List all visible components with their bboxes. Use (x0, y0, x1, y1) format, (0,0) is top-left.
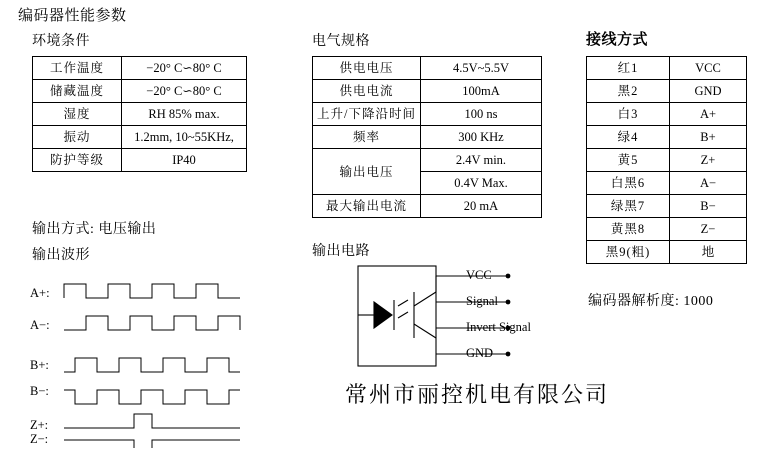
wire-value-2: A+ (670, 103, 747, 126)
waveform-label-a-plus: A+: (30, 286, 50, 300)
resolution-note: 编码器解析度: 1000 (588, 294, 714, 309)
wire-label-0: 红1 (587, 57, 670, 80)
table-row (587, 103, 747, 126)
wire-value-1: GND (670, 80, 747, 103)
wire-label-1: 黑2 (587, 80, 670, 103)
env-value-2: RH 85% max. (122, 103, 247, 126)
table-row (33, 126, 247, 149)
circuit-pin-invert-signal: Invert Signal (466, 320, 531, 334)
elec-value-5: 0.4V Max. (420, 172, 541, 195)
env-value-3: 1.2mm, 10~55KHz, (122, 126, 247, 149)
wire-label-6: 绿黑7 (587, 195, 670, 218)
table-row (587, 57, 747, 80)
environment-heading: 环境条件 (32, 34, 90, 49)
waveform-label-z-plus: Z+: (30, 418, 49, 432)
table-row (587, 80, 747, 103)
wire-value-7: Z− (670, 218, 747, 241)
wire-label-7: 黄黑8 (587, 218, 670, 241)
table-row (587, 241, 747, 264)
wire-value-3: B+ (670, 126, 747, 149)
table-row (313, 195, 542, 218)
waveform-svg (28, 268, 288, 448)
electrical-heading: 电气规格 (312, 34, 370, 49)
table-row (313, 80, 542, 103)
output-mode-text: 输出方式: 电压输出 (32, 222, 157, 237)
wire-value-8: 地 (670, 241, 747, 264)
wiring-heading: 接线方式 (586, 32, 649, 48)
table-row (33, 57, 247, 80)
table-row (587, 195, 747, 218)
env-label-4: 防护等级 (33, 149, 122, 172)
wire-label-3: 绿4 (587, 126, 670, 149)
environment-table (32, 56, 247, 172)
waveform-label-a-minus: A−: (30, 318, 50, 332)
table-row (587, 218, 747, 241)
elec-label-4: 输出电压 (313, 149, 421, 195)
elec-value-3: 300 KHz (420, 126, 541, 149)
waveform-label-b-plus: B+: (30, 358, 49, 372)
table-row (587, 172, 747, 195)
elec-value-0: 4.5V~5.5V (420, 57, 541, 80)
company-name: 常州市丽控机电有限公司 (345, 382, 610, 407)
circuit-diagram (340, 262, 560, 372)
table-row (33, 80, 247, 103)
wire-value-4: Z+ (670, 149, 747, 172)
elec-value-4: 2.4V min. (420, 149, 541, 172)
table-row (33, 149, 247, 172)
elec-value-1: 100mA (420, 80, 541, 103)
env-label-1: 储藏温度 (33, 80, 122, 103)
table-row (313, 126, 542, 149)
elec-value-2: 100 ns (420, 103, 541, 126)
elec-label-2: 上升/下降沿时间 (313, 103, 421, 126)
elec-label-0: 供电电压 (313, 57, 421, 80)
elec-label-1: 供电电流 (313, 80, 421, 103)
table-row (313, 149, 542, 172)
env-value-0: −20° C∽80° C (122, 57, 247, 80)
wire-value-0: VCC (670, 57, 747, 80)
wire-label-2: 白3 (587, 103, 670, 126)
elec-value-6: 20 mA (420, 195, 541, 218)
table-row (587, 149, 747, 172)
waveform-heading: 输出波形 (32, 248, 90, 263)
table-row (313, 103, 542, 126)
table-row (33, 103, 247, 126)
wire-value-5: A− (670, 172, 747, 195)
electrical-table (312, 56, 542, 218)
circuit-svg (340, 262, 560, 372)
waveform-diagram (28, 268, 288, 448)
circuit-pin-signal: Signal (466, 294, 498, 308)
waveform-label-z-minus: Z−: (30, 432, 49, 446)
env-value-4: IP40 (122, 149, 247, 172)
circuit-pin-gnd: GND (466, 346, 494, 360)
wire-label-4: 黄5 (587, 149, 670, 172)
circuit-pin-vcc: VCC (466, 268, 492, 282)
env-label-2: 湿度 (33, 103, 122, 126)
wire-value-6: B− (670, 195, 747, 218)
page-title: 编码器性能参数 (18, 8, 127, 24)
env-label-0: 工作温度 (33, 57, 122, 80)
table-row (313, 57, 542, 80)
elec-label-6: 最大输出电流 (313, 195, 421, 218)
wire-label-5: 白黑6 (587, 172, 670, 195)
elec-label-3: 频率 (313, 126, 421, 149)
wire-label-8: 黑9(粗) (587, 241, 670, 264)
table-row (587, 126, 747, 149)
env-value-1: −20° C∽80° C (122, 80, 247, 103)
env-label-3: 振动 (33, 126, 122, 149)
waveform-label-b-minus: B−: (30, 384, 49, 398)
wiring-table (586, 56, 747, 264)
circuit-heading: 输出电路 (312, 244, 370, 259)
